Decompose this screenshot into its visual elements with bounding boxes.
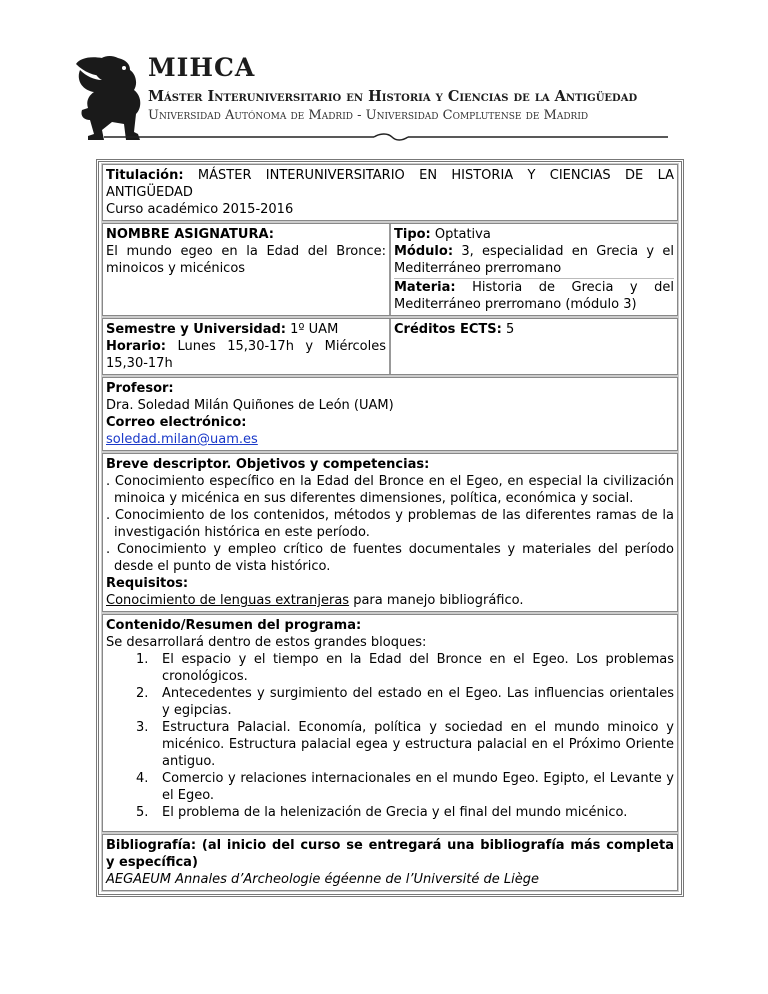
asignatura-label: NOMBRE ASIGNATURA: [106, 227, 274, 242]
titulacion-label: Titulación: [106, 168, 184, 183]
creditos-value: 5 [505, 322, 515, 337]
profesor-name: Dra. Soledad Milán Quiñones de León (UAM) [106, 398, 394, 413]
tipo-label: Tipo: [394, 227, 431, 242]
curso-academico: Curso académico 2015-2016 [106, 202, 294, 217]
requisitos-rest: para manejo bibliográfico. [349, 593, 524, 608]
list-item: 3. Estructura Palacial. Economía, política y sociedad en el mundo minoico y micénico. Estructura palacial egea y estructura palacial en el Próximo Oriente antiguo. [136, 720, 674, 769]
profesor-label: Profesor: [106, 381, 174, 396]
requisitos-underlined: Conocimiento de lenguas extranjeras [106, 593, 350, 608]
brand-title: MIHCA [148, 53, 256, 82]
bibliografia-section [102, 834, 678, 891]
programa-list [106, 651, 674, 821]
brand-subtitle: Máster Interuniversitario en Historia y Ciencias de la Antigüedad [148, 88, 638, 105]
descriptor-label: Breve descriptor. Objetivos y competencias: [106, 457, 430, 472]
asignatura-section [102, 223, 678, 316]
requisitos-text [106, 592, 674, 609]
profesor-section [102, 377, 678, 451]
horario-label: Horario: [106, 339, 166, 354]
semestre-value: 1º UAM [290, 322, 339, 337]
header-divider [104, 132, 668, 142]
course-sheet [96, 159, 684, 897]
list-item: 4. Comercio y relaciones internacionales en el mundo Egeo. Egipto, el Levante y el Egeo. [136, 771, 674, 803]
modulo-value: 3, especialidad en Grecia y el Mediterráneo prerromano [394, 244, 674, 276]
materia-value: Historia de Grecia y del Mediterráneo prerromano (módulo 3) [394, 280, 674, 312]
materia-label: Materia: [394, 280, 456, 295]
titulacion-section [102, 164, 678, 221]
descriptor-item: . Conocimiento de los contenidos, métodos y problemas de las diferentes ramas de la investigación histórica en este período. [106, 508, 674, 540]
bibliografia-entry: AEGAEUM Annales d’Archeologie égéenne de l’Université de Liège [106, 872, 540, 887]
descriptor-section [102, 453, 678, 612]
list-item: 5. El problema de la helenización de Grecia y el final del mundo micénico. [136, 805, 628, 820]
semestre-label: Semestre y Universidad: [106, 322, 286, 337]
asignatura-value: El mundo egeo en la Edad del Bronce: minoicos y micénicos [106, 244, 386, 276]
tipo-value: Optativa [434, 227, 491, 242]
creditos-label: Créditos ECTS: [394, 322, 502, 337]
brand-universities: Universidad Autónoma de Madrid - Universidad Complutense de Madrid [148, 108, 589, 123]
list-item: 1. El espacio y el tiempo en la Edad del Bronce en el Egeo. Los problemas cronológicos. [136, 652, 674, 684]
email-link[interactable]: soledad.milan@uam.es [106, 432, 258, 447]
titulacion-value: MÁSTER INTERUNIVERSITARIO EN HISTORIA Y CIENCIAS DE LA ANTIGÜEDAD [106, 168, 674, 200]
programa-section [102, 614, 678, 832]
sphinx-logo-icon [72, 50, 148, 142]
modulo-label: Módulo: [394, 244, 454, 259]
descriptor-item: . Conocimiento y empleo crítico de fuentes documentales y materiales del período desde el punto de vista histórico. [106, 542, 674, 574]
programa-intro: Se desarrollará dentro de estos grandes bloques: [106, 635, 427, 650]
semestre-section [102, 318, 678, 375]
descriptor-item: . Conocimiento específico en la Edad del Bronce en el Egeo, en especial la civilización minoica y micénica en sus diferentes dimensiones, política, económica y social. [106, 474, 674, 506]
bibliografia-label: Bibliografía: (al inicio del curso se entregará una bibliografía más completa y específica) [106, 838, 674, 870]
programa-label: Contenido/Resumen del programa: [106, 618, 362, 633]
requisitos-label: Requisitos: [106, 576, 189, 591]
list-item: 2. Antecedentes y surgimiento del estado en el Egeo. Las influencias orientales y egipcias. [136, 686, 674, 718]
email-label: Correo electrónico: [106, 415, 247, 430]
horario-value: Lunes 15,30-17h y Miércoles 15,30-17h [106, 339, 386, 371]
